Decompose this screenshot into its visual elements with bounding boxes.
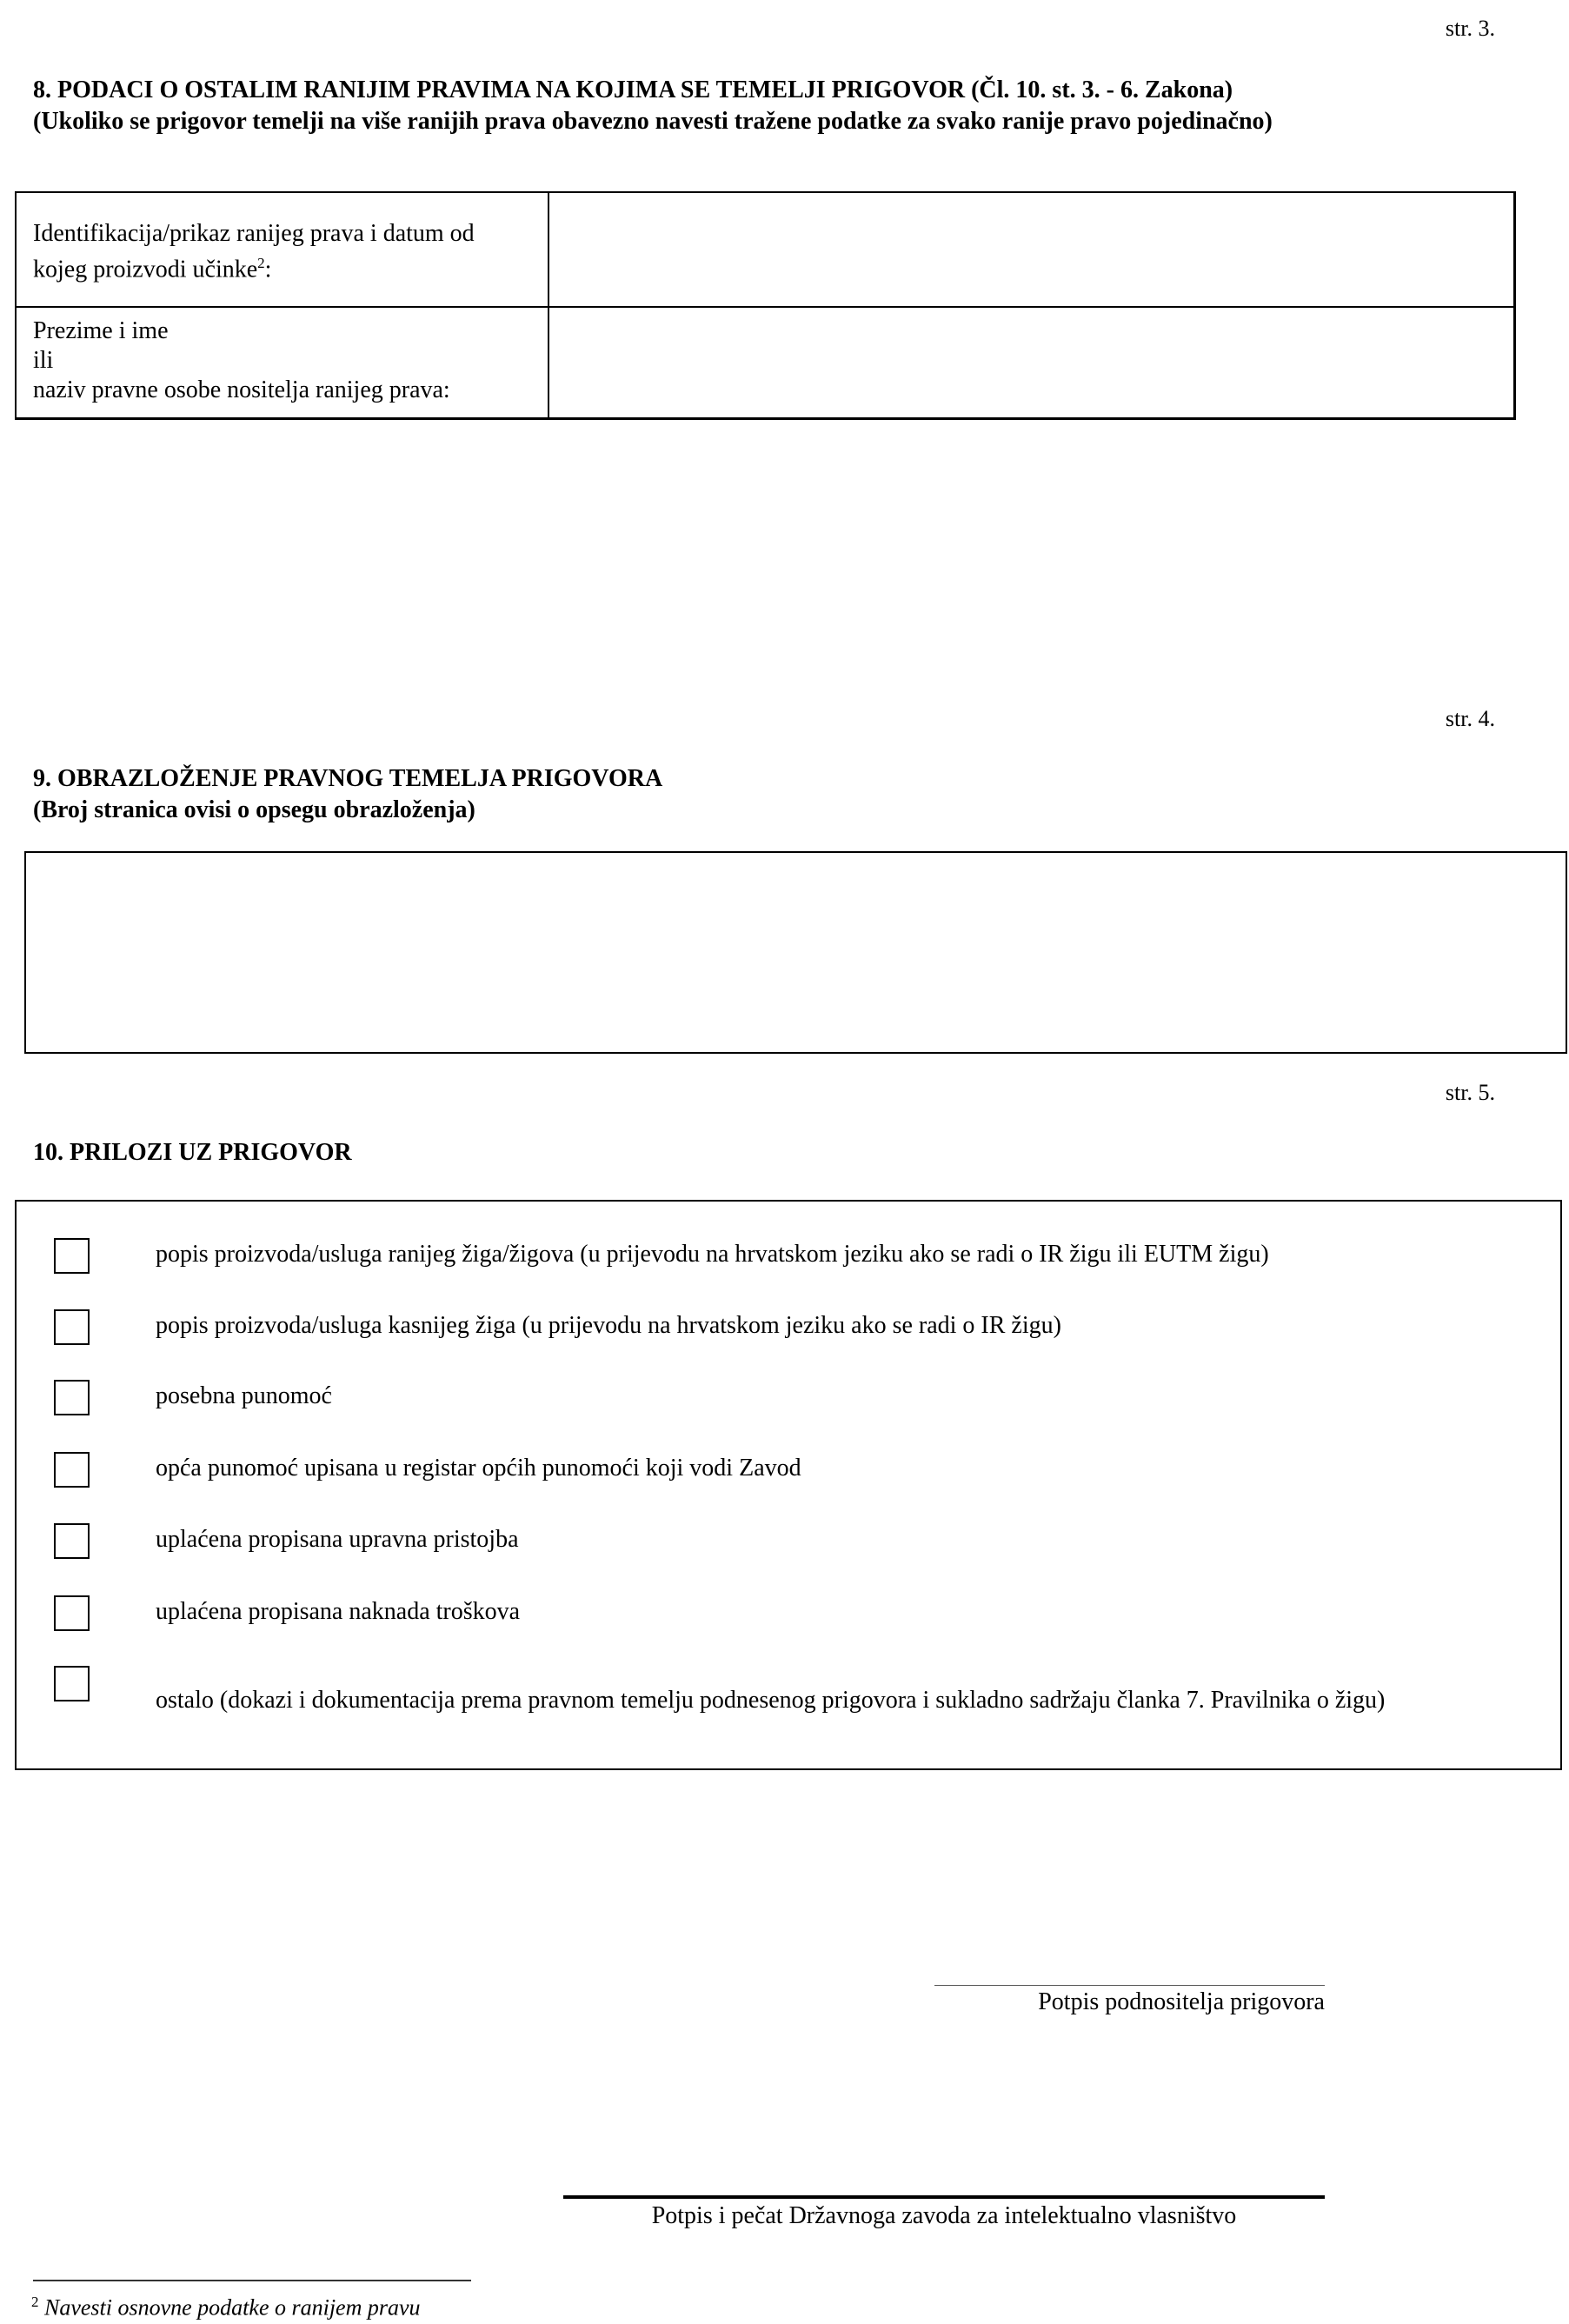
attachment-checkbox[interactable]: [54, 1238, 90, 1274]
label-suffix: :: [264, 256, 272, 283]
applicant-signature-line: [934, 1985, 1325, 1986]
footnote-separator: [33, 2280, 471, 2281]
legal-basis-explanation-field[interactable]: [24, 851, 1567, 1054]
earlier-right-identification-label: [33, 219, 475, 284]
attachment-checkbox[interactable]: [54, 1309, 90, 1345]
attachments-box: [15, 1200, 1562, 1770]
page-number: str. 5.: [1445, 1080, 1495, 1105]
label-line: Identifikacija/prikaz ranijeg prava i datum od: [33, 220, 475, 247]
attachment-checkbox[interactable]: [54, 1380, 90, 1415]
label-text: kojeg proizvodi učinke: [33, 256, 258, 283]
section-10-title: 10. PRILOZI UZ PRIGOVOR: [33, 1139, 352, 1166]
section-8-title: 8. PODACI O OSTALIM RANIJIM PRAVIMA NA KOJIMA SE TEMELJI PRIGOVOR (Čl. 10. st. 3. - 6. Zakona): [33, 77, 1233, 103]
section-9-title: 9. OBRAZLOŽENJE PRAVNOG TEMELJA PRIGOVORA: [33, 765, 663, 792]
attachment-label: popis proizvoda/usluga kasnijeg žiga (u prijevodu na hrvatskom jeziku ako se radi o IR žigu): [156, 1312, 1061, 1339]
applicant-signature-label: Potpis podnositelja prigovora: [1038, 1988, 1325, 2015]
earlier-right-holder-label: [33, 316, 450, 405]
attachment-label: opća punomoć upisana u registar općih punomoći koji vodi Zavod: [156, 1455, 801, 1482]
attachment-label: uplaćena propisana upravna pristojba: [156, 1526, 519, 1553]
attachment-checkbox[interactable]: [54, 1595, 90, 1631]
label-line: [33, 249, 475, 284]
attachment-label: ostalo (dokazi i dokumentacija prema pravnom temelju podnesenog prigovora i sukladno sadržaju članka 7. Pravilnika o žigu): [156, 1687, 1386, 1714]
office-signature-label: Potpis i pečat Državnoga zavoda za intelektualno vlasništvo: [651, 2202, 1237, 2229]
page-number: str. 4.: [1445, 706, 1495, 731]
earlier-right-identification-field[interactable]: [551, 193, 1512, 305]
attachment-label: uplaćena propisana naknada troškova: [156, 1598, 521, 1625]
attachment-checkbox[interactable]: [54, 1666, 90, 1701]
section-9-subtitle: (Broj stranica ovisi o opsegu obrazloženja): [33, 796, 475, 823]
label-line: naziv pravne osobe nositelja ranijeg prava:: [33, 376, 450, 403]
section-8-subtitle: (Ukoliko se prigovor temelji na više ranijih prava obavezno navesti tražene podatke za svako ranije pravo pojedinačno): [33, 108, 1273, 135]
page-number: str. 3.: [1445, 16, 1495, 41]
footnote: [31, 2294, 421, 2321]
label-line: Prezime i ime: [33, 317, 169, 344]
attachment-checkbox[interactable]: [54, 1452, 90, 1488]
attachment-checkbox[interactable]: [54, 1523, 90, 1559]
earlier-right-holder-field[interactable]: [551, 309, 1512, 417]
attachment-label: posebna punomoć: [156, 1382, 332, 1409]
footnote-text: Navesti osnovne podatke o ranijem pravu: [44, 2294, 421, 2321]
label-line: ili: [33, 347, 54, 374]
table-row-divider: [15, 306, 1516, 308]
attachment-label: popis proizvoda/usluga ranijeg žiga/žigova (u prijevodu na hrvatskom jeziku ako se radi o IR žigu ili EUTM žigu): [156, 1241, 1269, 1268]
footnote-ref: 2: [257, 255, 265, 271]
footnote-number: 2: [31, 2294, 39, 2310]
office-signature-line: [563, 2195, 1325, 2199]
